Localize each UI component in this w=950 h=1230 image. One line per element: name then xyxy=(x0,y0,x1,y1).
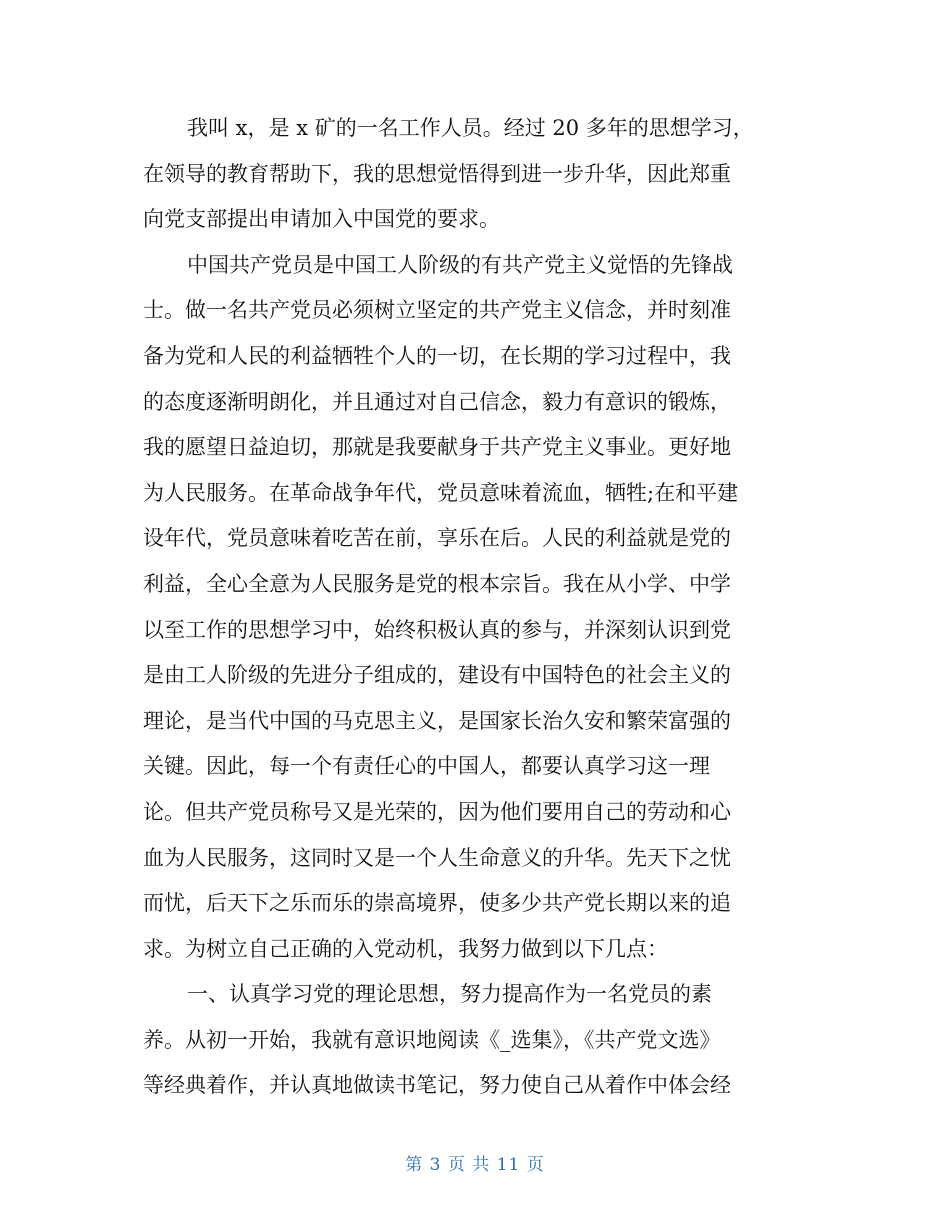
text-line: 我叫 x，是 x 矿的一名工作人员。经过 20 多年的思想学习， xyxy=(187,116,754,140)
text-line: 求。为树立自己正确的入党动机，我努力做到以下几点： xyxy=(143,936,668,961)
text-line: 关键。因此，每一个有责任心的中国人，都要认真学习这一理 xyxy=(143,754,710,779)
text-line: 血为人民服务，这同时又是一个人生命意义的升华。先天下之忧 xyxy=(143,845,731,870)
text-line: 在领导的教育帮助下，我的思想觉悟得到进一步升华，因此郑重 xyxy=(143,161,731,186)
text-line: 一、认真学习党的理论思想，努力提高作为一名党员的素 xyxy=(187,982,712,1007)
page-number-footer: 第 3 页 共 11 页 xyxy=(405,1155,545,1175)
text-line: 以至工作的思想学习中，始终积极认真的参与，并深刻认识到党 xyxy=(143,617,731,642)
text-line: 是由工人阶级的先进分子组成的，建设有中国特色的社会主义的 xyxy=(143,663,731,688)
text-line: 士。做一名共产党员必须树立坚定的共产党主义信念，并时刻准 xyxy=(143,298,731,323)
text-line: 我的愿望日益迫切，那就是我要献身于共产党主义事业。更好地 xyxy=(143,435,731,460)
text-line: 而忧，后天下之乐而乐的崇高境界，使多少共产党长期以来的追 xyxy=(143,891,731,916)
text-line: 利益，全心全意为人民服务是党的根本宗旨。我在从小学、中学 xyxy=(143,571,731,596)
document-body xyxy=(143,106,813,1109)
text-line: 设年代，党员意味着吃苦在前，享乐在后。人民的利益就是党的 xyxy=(143,526,731,551)
text-line: 论。但共产党员称号又是光荣的，因为他们要用自己的劳动和心 xyxy=(143,799,731,824)
text-line: 备为党和人民的利益牺牲个人的一切，在长期的学习过程中，我 xyxy=(143,343,731,368)
text-line: 为人民服务。在革命战争年代，党员意味着流血，牺牲;在和平建 xyxy=(143,480,739,505)
text-line: 的态度逐渐明朗化，并且通过对自己信念，毅力有意识的锻炼， xyxy=(143,389,731,414)
text-line: 中国共产党员是中国工人阶级的有共产党主义觉悟的先锋战 xyxy=(187,252,733,277)
text-line: 等经典着作，并认真地做读书笔记，努力使自己从着作中体会经 xyxy=(143,1073,731,1098)
text-line: 理论，是当代中国的马克思主义，是国家长治久安和繁荣富强的 xyxy=(143,708,731,733)
text-line: 养。从初一开始，我就有意识地阅读《_选集》，《共产党文选》 xyxy=(143,1027,721,1052)
text-line: 向党支部提出申请加入中国党的要求。 xyxy=(143,207,500,232)
